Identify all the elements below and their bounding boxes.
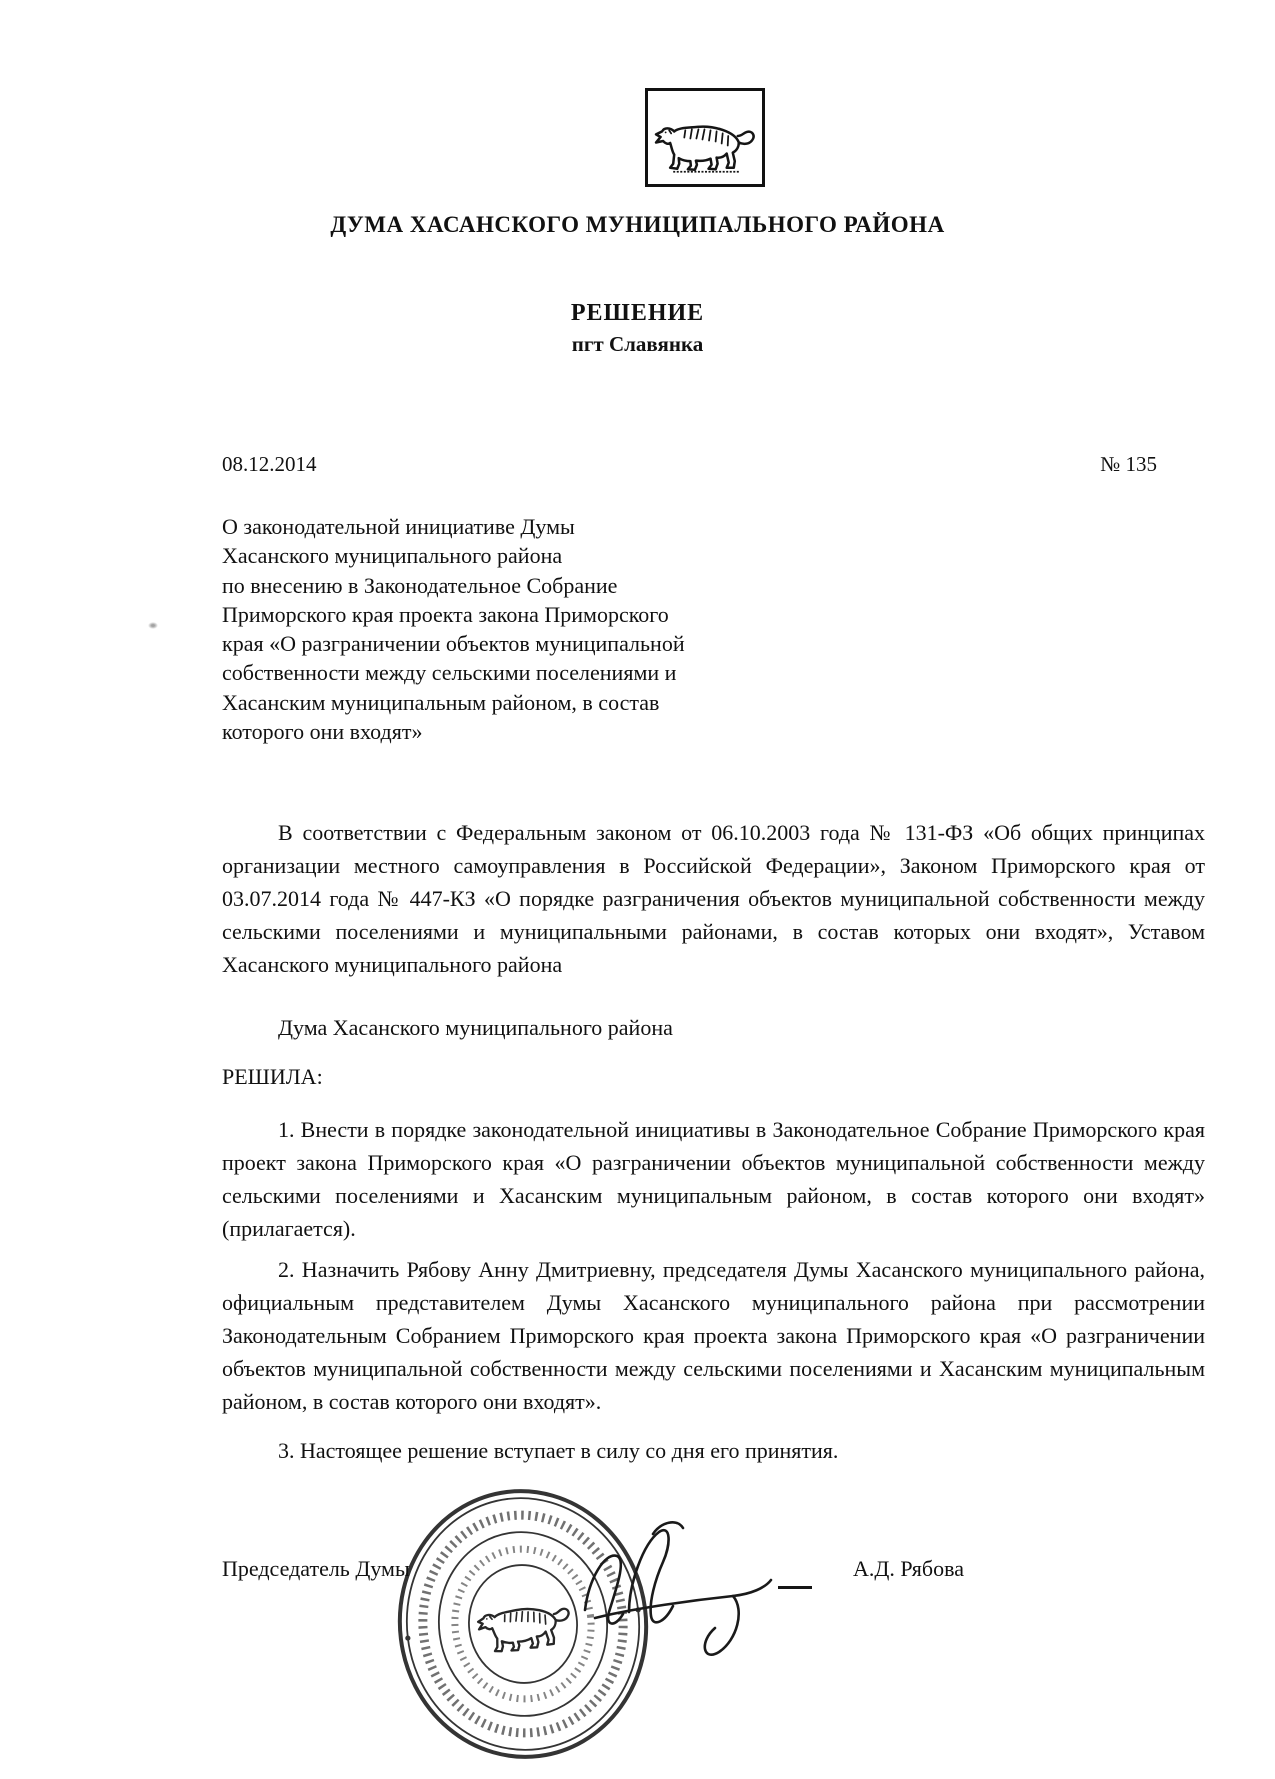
- subject-line: по внесению в Законодательное Собрание: [222, 572, 618, 598]
- preamble-paragraph: В соответствии с Федеральным законом от 06.10.2003 года № 131-ФЗ «Об общих принципах организации местного самоуправления в Российской Федерации», Законом Приморского края от 03.07.2014 года № 447-КЗ «О порядке разграничения объектов муниципальной собственности между сельскими поселениями и муниципальными районами, в состав которых они входят», Уставом Хасанского муниципального района: [222, 820, 1205, 977]
- emblem-box: [645, 88, 765, 187]
- resolved-label: РЕШИЛА:: [222, 1064, 323, 1089]
- resolution-item: 2. Назначить Рябову Анну Дмитриевну, председателя Думы Хасанского муниципального района, официальным представителем Думы Хасанского муниципального района при рассмотрении Законодательным Собранием Приморского края проекта закона Приморского края «О разграничении объектов муниципальной собственности между сельскими поселениями и Хасанским муниципальным районом, в состав которого они входят».: [222, 1257, 1205, 1414]
- doc-type-title: РЕШЕНИЕ: [570, 300, 705, 326]
- resolver-line: Дума Хасанского муниципального района: [278, 1015, 673, 1040]
- subject-line: края «О разграничении объектов муниципальной: [222, 631, 685, 657]
- doc-number: № 135: [1100, 452, 1157, 476]
- signer-name: А.Д. Рябова: [853, 1556, 964, 1581]
- signer-position: Председатель Думы: [222, 1556, 410, 1581]
- tiger-emblem-icon: [652, 108, 758, 174]
- subject-line: О законодательной инициативе Думы: [222, 514, 575, 539]
- subject-line: которого они входят»: [222, 719, 423, 745]
- resolution-item: 3. Настоящее решение вступает в силу со дня его принятия.: [278, 1438, 839, 1463]
- subject-block: [222, 512, 842, 746]
- doc-date: 08.12.2014: [222, 452, 317, 476]
- doc-place: пгт Славянка: [571, 332, 704, 356]
- subject-line: Хасанским муниципальным районом, в состав: [222, 689, 660, 715]
- subject-line: Приморского края проекта закона Приморского: [222, 601, 669, 627]
- signature-icon: [563, 1498, 805, 1676]
- document-body: [222, 816, 1205, 1467]
- signature-dash: [778, 1586, 812, 1589]
- scan-artifact: [148, 622, 158, 629]
- org-title: ДУМА ХАСАНСКОГО МУНИЦИПАЛЬНОГО РАЙОНА: [330, 212, 945, 237]
- resolution-item: 1. Внести в порядке законодательной инициативы в Законодательное Собрание Приморского края проект закона Приморского края «О разграничении объектов муниципальной собственности между сельскими поселениями и Хасанским муниципальным районом, в состав которого они входят» (прилагается).: [222, 1117, 1205, 1241]
- subject-line: Хасанского муниципального района: [222, 543, 563, 569]
- date-number-row: [222, 452, 1157, 477]
- subject-line: собственности между сельскими поселениями и: [222, 660, 677, 686]
